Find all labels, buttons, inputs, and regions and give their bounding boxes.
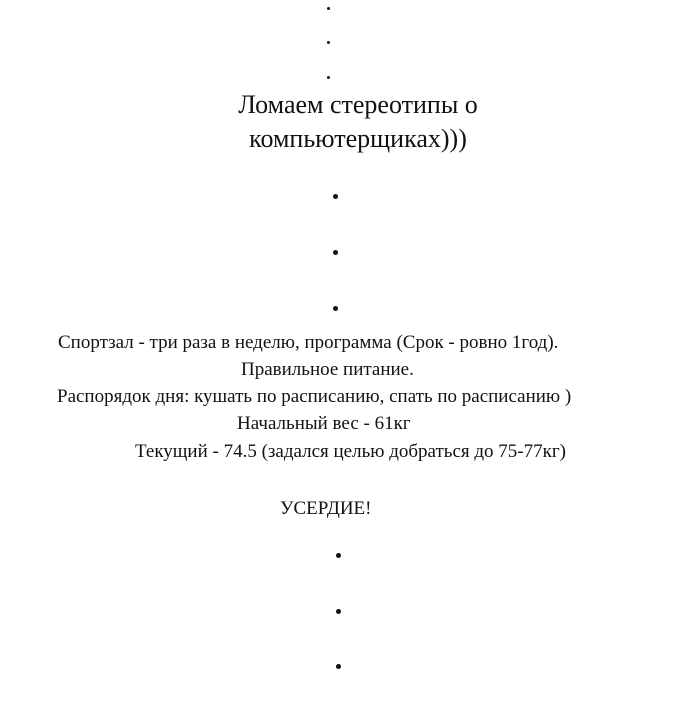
separator-dot — [333, 194, 338, 199]
separator-dot — [327, 7, 330, 10]
separator-dot — [333, 306, 338, 311]
separator-dot — [336, 553, 341, 558]
separator-dot — [327, 41, 330, 44]
body-line-routine: Распорядок дня: кушать по расписанию, спать по расписанию ) — [57, 386, 572, 407]
separator-dot — [333, 250, 338, 255]
body-line-gym: Спортзал - три раза в неделю, программа (Срок - ровно 1год). — [58, 332, 559, 353]
body-line-nutrition: Правильное питание. — [241, 359, 414, 380]
separator-dot — [336, 609, 341, 614]
title-line-2: компьютерщиках))) — [249, 124, 467, 153]
title-line-1: Ломаем стереотипы о — [238, 90, 478, 119]
body-line-current-weight: Текущий - 74.5 (задался целью добраться до 75-77кг) — [135, 441, 566, 462]
separator-dot — [327, 76, 330, 79]
emphasis-text: УСЕРДИЕ! — [280, 498, 372, 519]
body-line-start-weight: Начальный вес - 61кг — [237, 413, 411, 434]
separator-dot — [336, 664, 341, 669]
